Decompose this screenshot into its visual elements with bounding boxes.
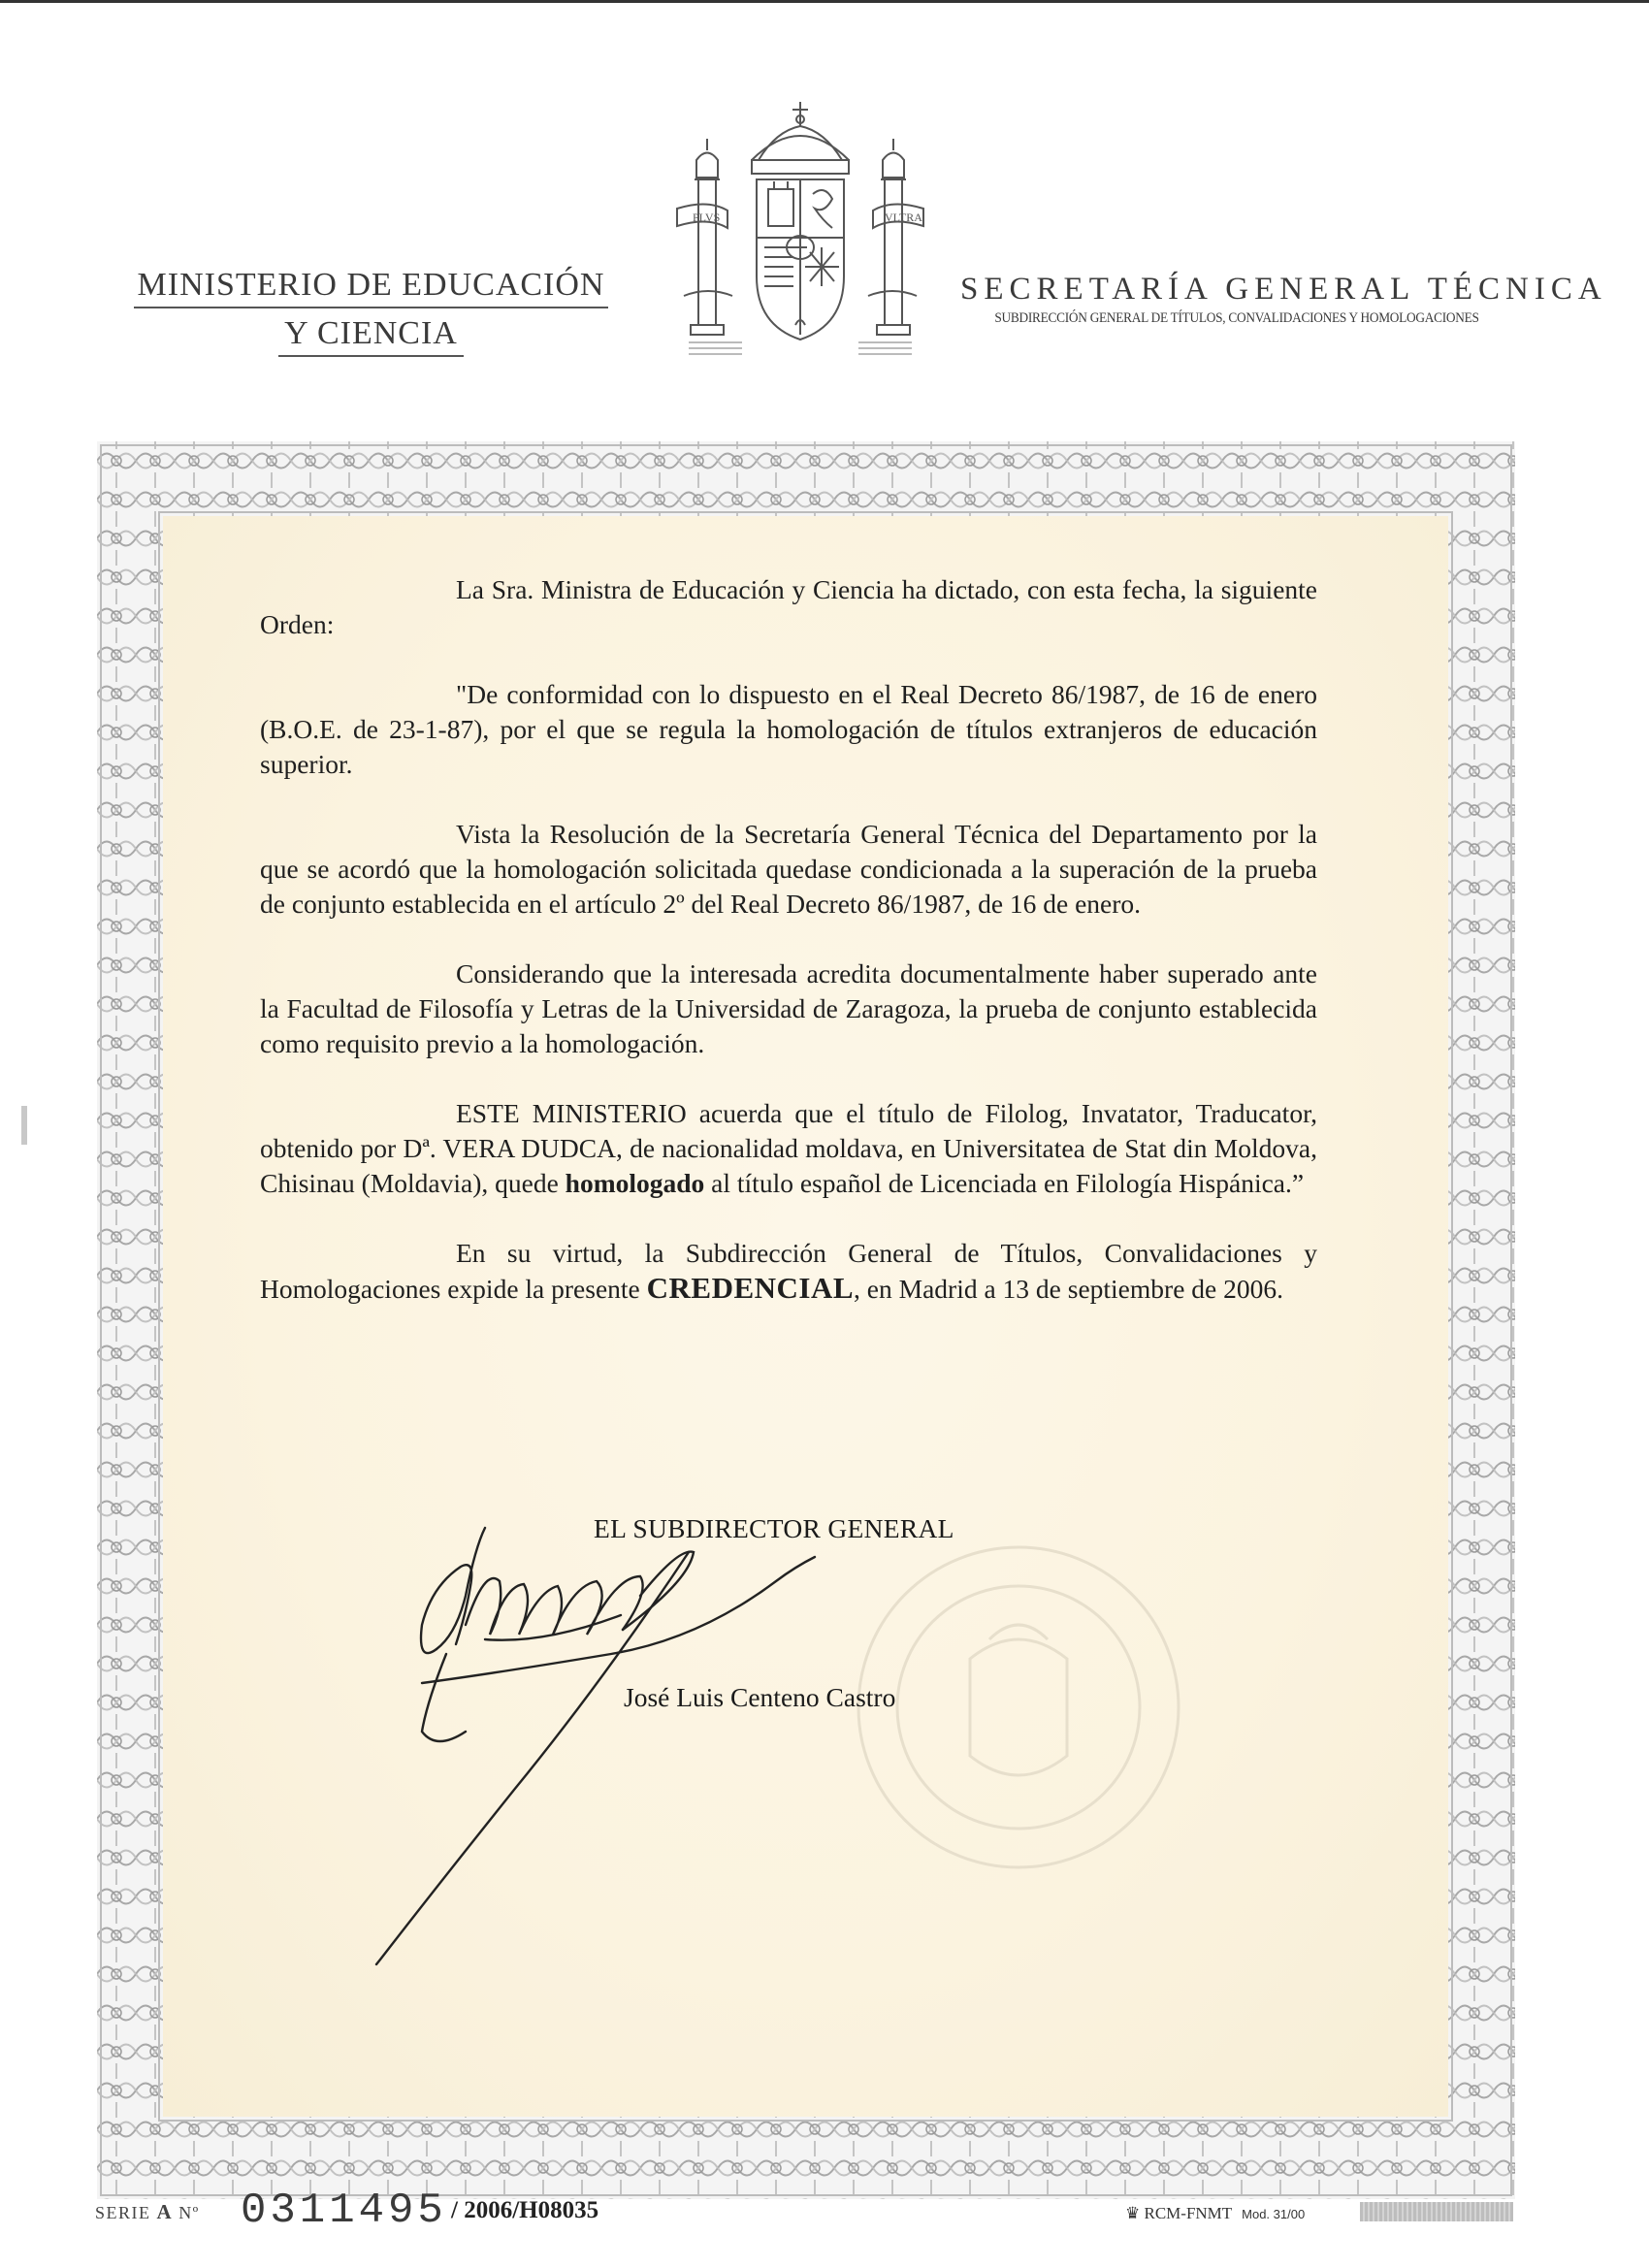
ministry-line-2: Y CIENCIA (278, 312, 464, 357)
security-bar (1360, 2202, 1513, 2221)
serie-word: SERIE (95, 2203, 151, 2222)
issuance-text-a: En su virtud, la Subdirección General de Títulos, Convalidaciones y Homologaciones expide la presente (260, 1238, 1317, 1304)
serie-label (95, 2200, 200, 2224)
signer-name: José Luis Centeno Castro (624, 1682, 896, 1712)
secretaria-header (960, 270, 1607, 328)
rcm-label: RCM-FNMT (1144, 2204, 1232, 2222)
scan-mark (21, 1106, 27, 1145)
mod-label: Mod. 31/00 (1242, 2207, 1306, 2221)
file-reference: / 2006/H08035 (451, 2197, 599, 2223)
page-top-edge (0, 0, 1649, 3)
secretaria-title: SECRETARÍA GENERAL TÉCNICA (960, 272, 1607, 307)
rcm-mark (1125, 2204, 1305, 2223)
credencial-label: CREDENCIAL (646, 1271, 855, 1305)
coat-motto-left: PLVS (693, 211, 721, 224)
paragraph-resolution: Vista la Resolución de la Secretaría General Técnica del Departamento por la que se acordó que la homologación solicitada quedase condicionada a la superación de la prueba de conjunto establecida en el artículo 2º del Real Decreto 86/1987, de 16 de enero. (260, 819, 1317, 919)
ministry-header (107, 264, 635, 357)
ministry-line-1: MINISTERIO DE EDUCACIÓN (134, 264, 609, 308)
paragraph-issuance (260, 1236, 1317, 1307)
serie-letter: A (156, 2200, 174, 2223)
serie-no: Nº (178, 2203, 200, 2222)
order-text (260, 572, 1317, 1342)
agreement-bold: homologado (565, 1168, 705, 1198)
paragraph-decree: "De conformidad con lo dispuesto en el Real Decreto 86/1987, de 16 de enero (B.O.E. de 23-1-87), por el que se regula la homologación de títulos extranjeros de educación superior. (260, 679, 1317, 779)
agreement-text-a: ESTE MINISTERIO acuerda que el título de Filolog, Invatator, Traducator, obtenido por Dª. VERA DUDCA, de nacionalidad moldava, en Universitatea de Stat din Moldova, Chisinau (Moldavia), quede (260, 1098, 1317, 1198)
serial-number: 0311495 (241, 2187, 447, 2235)
crown-icon: ♛ (1125, 2204, 1141, 2222)
issuance-text-b: , en Madrid a 13 de septiembre de 2006. (854, 1274, 1283, 1304)
signer-title: EL SUBDIRECTOR GENERAL (594, 1513, 954, 1543)
handwritten-signature (369, 1508, 970, 2013)
paragraph-intro: La Sra. Ministra de Educación y Ciencia ha dictado, con esta fecha, la siguiente Orden: (260, 574, 1317, 639)
paragraph-agreement (260, 1096, 1317, 1201)
agreement-text-b: al título español de Licenciada en Filología Hispánica.” (704, 1168, 1305, 1198)
paragraph-considering: Considerando que la interesada acredita documentalmente haber superado ante la Facultad de Filosofía y Letras de la Universidad de Zaragoza, la prueba de conjunto establecida como requisito previo a la homologación. (260, 958, 1317, 1058)
subdireccion-title: SUBDIRECCIÓN GENERAL DE TÍTULOS, CONVALIDACIONES Y HOMOLOGACIONES (994, 310, 1479, 326)
coat-motto-right: VLTRA (885, 211, 922, 224)
coat-of-arms-icon (669, 92, 931, 373)
